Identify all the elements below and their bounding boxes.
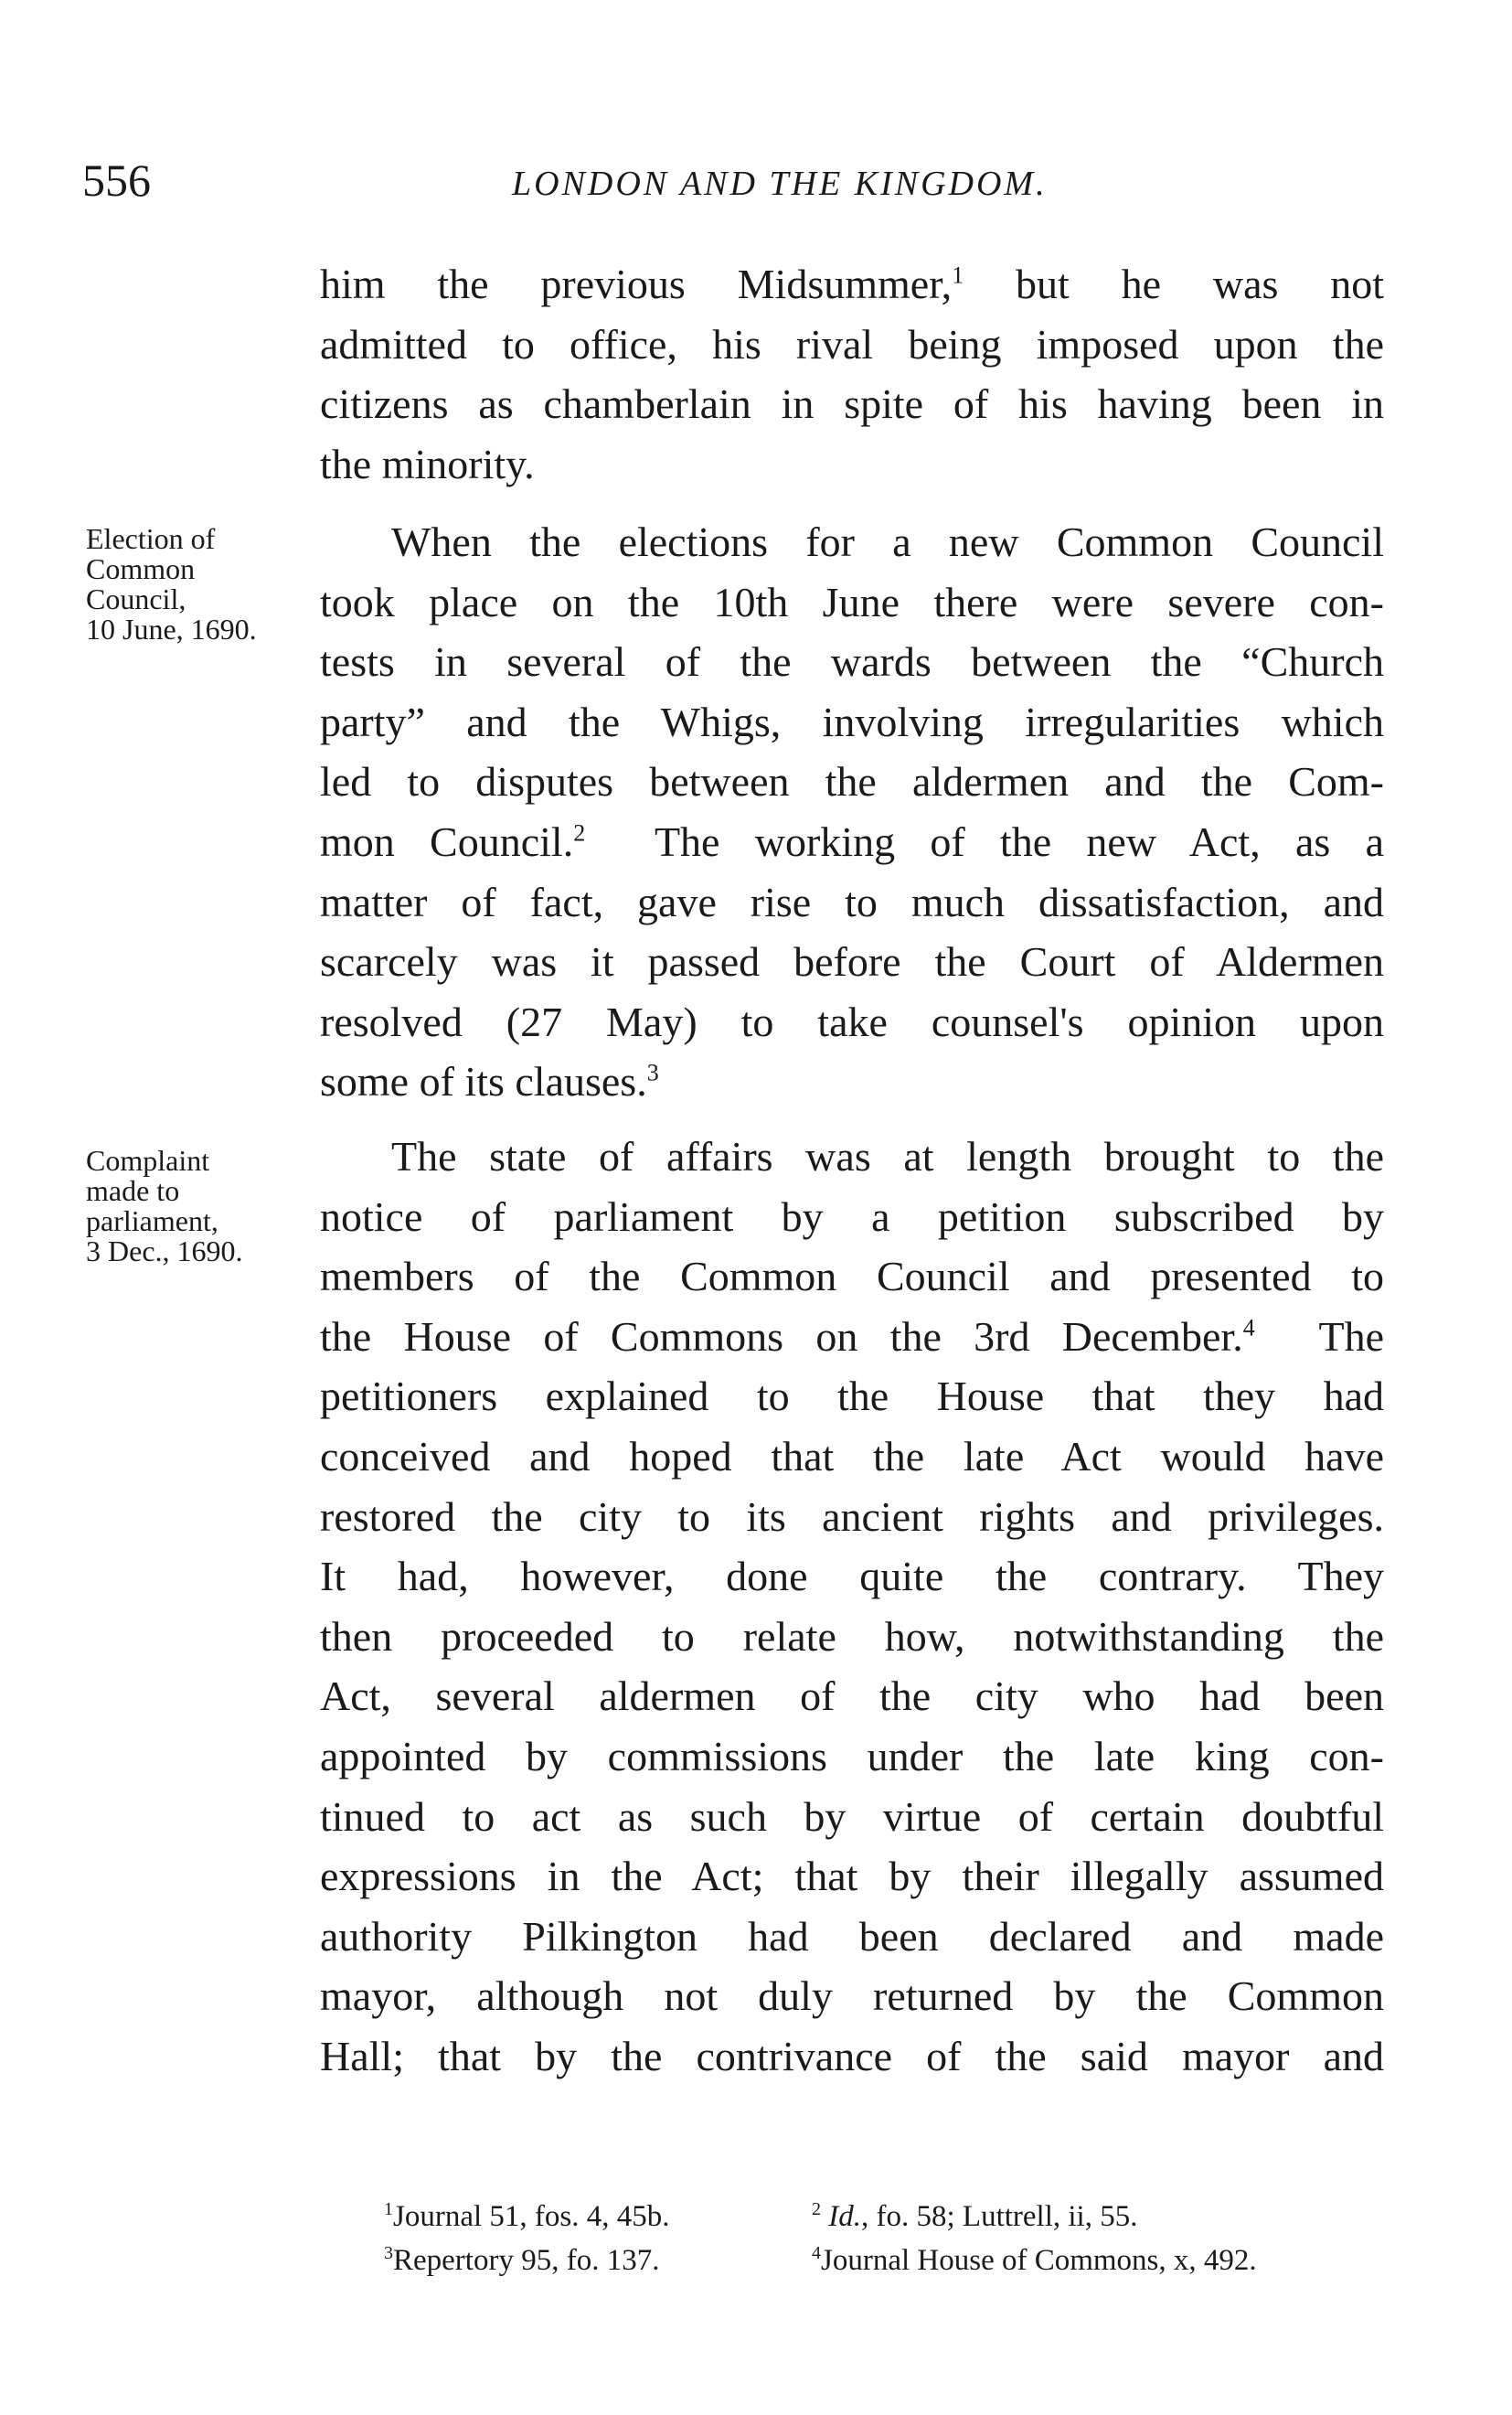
footnote-1 [384, 2195, 812, 2239]
text-segment: The [1318, 1312, 1384, 1360]
text-segment: some of its clauses. [320, 1058, 647, 1106]
text-line: The state of affairs was at length brought to the [391, 1133, 1384, 1180]
text-line: admitted to office, his rival being imposed upon the [320, 320, 1384, 368]
footnote-row [384, 2195, 1399, 2239]
margin-note-line: Council, [86, 582, 186, 615]
text-line: appointed by commissions under the late king con- [320, 1732, 1384, 1779]
footnote-ref: 4 [1242, 1314, 1255, 1341]
footnote-ref: 1 [952, 262, 964, 289]
text-line: members of the Common Council and presented to [320, 1253, 1384, 1300]
text-line [320, 812, 1384, 872]
footnote-marker: 3 [384, 2243, 393, 2263]
text-line: tinued to act as such by virtue of certain doubtful [320, 1792, 1384, 1840]
text-line: notice of parliament by a petition subscribed by [320, 1192, 1384, 1240]
running-title: LONDON AND THE KINGDOM. [512, 165, 1048, 203]
paragraph-3 [320, 1127, 1384, 2087]
text-line: It had, however, done quite the contrary. They [320, 1553, 1384, 1600]
footnote-ref: 2 [573, 819, 586, 847]
footnote-marker: 2 [812, 2199, 821, 2219]
footnote-text: Repertory 95, fo. 137. [393, 2244, 660, 2277]
text-line: then proceeded to relate how, notwithstanding the [320, 1612, 1384, 1660]
text-line: led to disputes between the aldermen and the Com- [320, 758, 1384, 806]
margin-note-complaint [86, 1146, 305, 1266]
footnote-row [384, 2239, 1399, 2282]
text-line: conceived and hoped that the late Act would have [320, 1432, 1384, 1480]
text-segment: the House of Commons on the 3rd December. [320, 1312, 1243, 1360]
text-segment: The working of the new Act, as a [654, 817, 1384, 865]
text-segment: but he was not [1016, 261, 1385, 307]
text-line: restored the city to its ancient rights and privileges. [320, 1492, 1384, 1540]
text-segment: mon Council. [320, 817, 574, 865]
footnote-text: , fo. 58; Luttrell, ii, 55. [861, 2200, 1138, 2233]
page-number: 556 [82, 155, 151, 206]
text-line: tests in several of the wards between the “Church [320, 638, 1384, 686]
text-line: matter of fact, gave rise to much dissatisfaction, and [320, 878, 1384, 925]
text-line: took place on the 10th June there were severe con- [320, 578, 1384, 625]
text-line: authority Pilkington had been declared and made [320, 1912, 1384, 1960]
text-line: Act, several aldermen of the city who had been [320, 1672, 1384, 1720]
footnote-marker: 1 [384, 2199, 393, 2219]
text-line: citizens as chamberlain in spite of his having been in [320, 380, 1384, 428]
margin-note-line: Common [86, 552, 196, 585]
footnote-3 [384, 2239, 812, 2282]
text-line: expressions in the Act; that by their illegally assumed [320, 1853, 1384, 1900]
margin-note-line: 3 Dec., 1690. [86, 1234, 243, 1267]
text-line: the minority. [320, 440, 535, 487]
text-line: petitioners explained to the House that they had [320, 1373, 1384, 1420]
text-line: scarcely was it passed before the Court of Aldermen [320, 938, 1384, 986]
margin-note-line: made to [86, 1174, 180, 1207]
margin-note-line: Election of [86, 522, 216, 555]
text-line: resolved (27 May) to take counsel's opinion upon [320, 998, 1384, 1045]
paragraph-2 [320, 512, 1384, 1112]
margin-note-line: Complaint [86, 1144, 210, 1177]
margin-note-election [86, 524, 305, 645]
margin-note-line: 10 June, 1690. [86, 613, 257, 646]
text-line: mayor, although not duly returned by the Common [320, 1972, 1384, 2020]
paragraph-1 [320, 254, 1384, 494]
text-line [320, 254, 1384, 315]
footnote-4 [812, 2239, 1399, 2282]
footnote-text: Journal House of Commons, x, 492. [821, 2244, 1257, 2277]
text-line: When the elections for a new Common Council [391, 518, 1384, 565]
footnotes [384, 2195, 1399, 2282]
text-line: Hall; that by the contrivance of the said mayor and [320, 2032, 1384, 2079]
text-line [320, 1307, 1384, 1367]
text-line: party” and the Whigs, involving irregularities which [320, 698, 1384, 745]
footnote-marker: 4 [812, 2243, 821, 2263]
footnote-text: Journal 51, fos. 4, 45b. [393, 2200, 670, 2233]
text-segment: him the previous Midsummer, [320, 261, 953, 307]
footnote-ref: 3 [646, 1060, 659, 1087]
footnote-text-italic: Id. [828, 2200, 861, 2233]
footnote-2 [812, 2195, 1399, 2239]
margin-note-line: parliament, [86, 1204, 218, 1237]
text-line [320, 1052, 1384, 1112]
